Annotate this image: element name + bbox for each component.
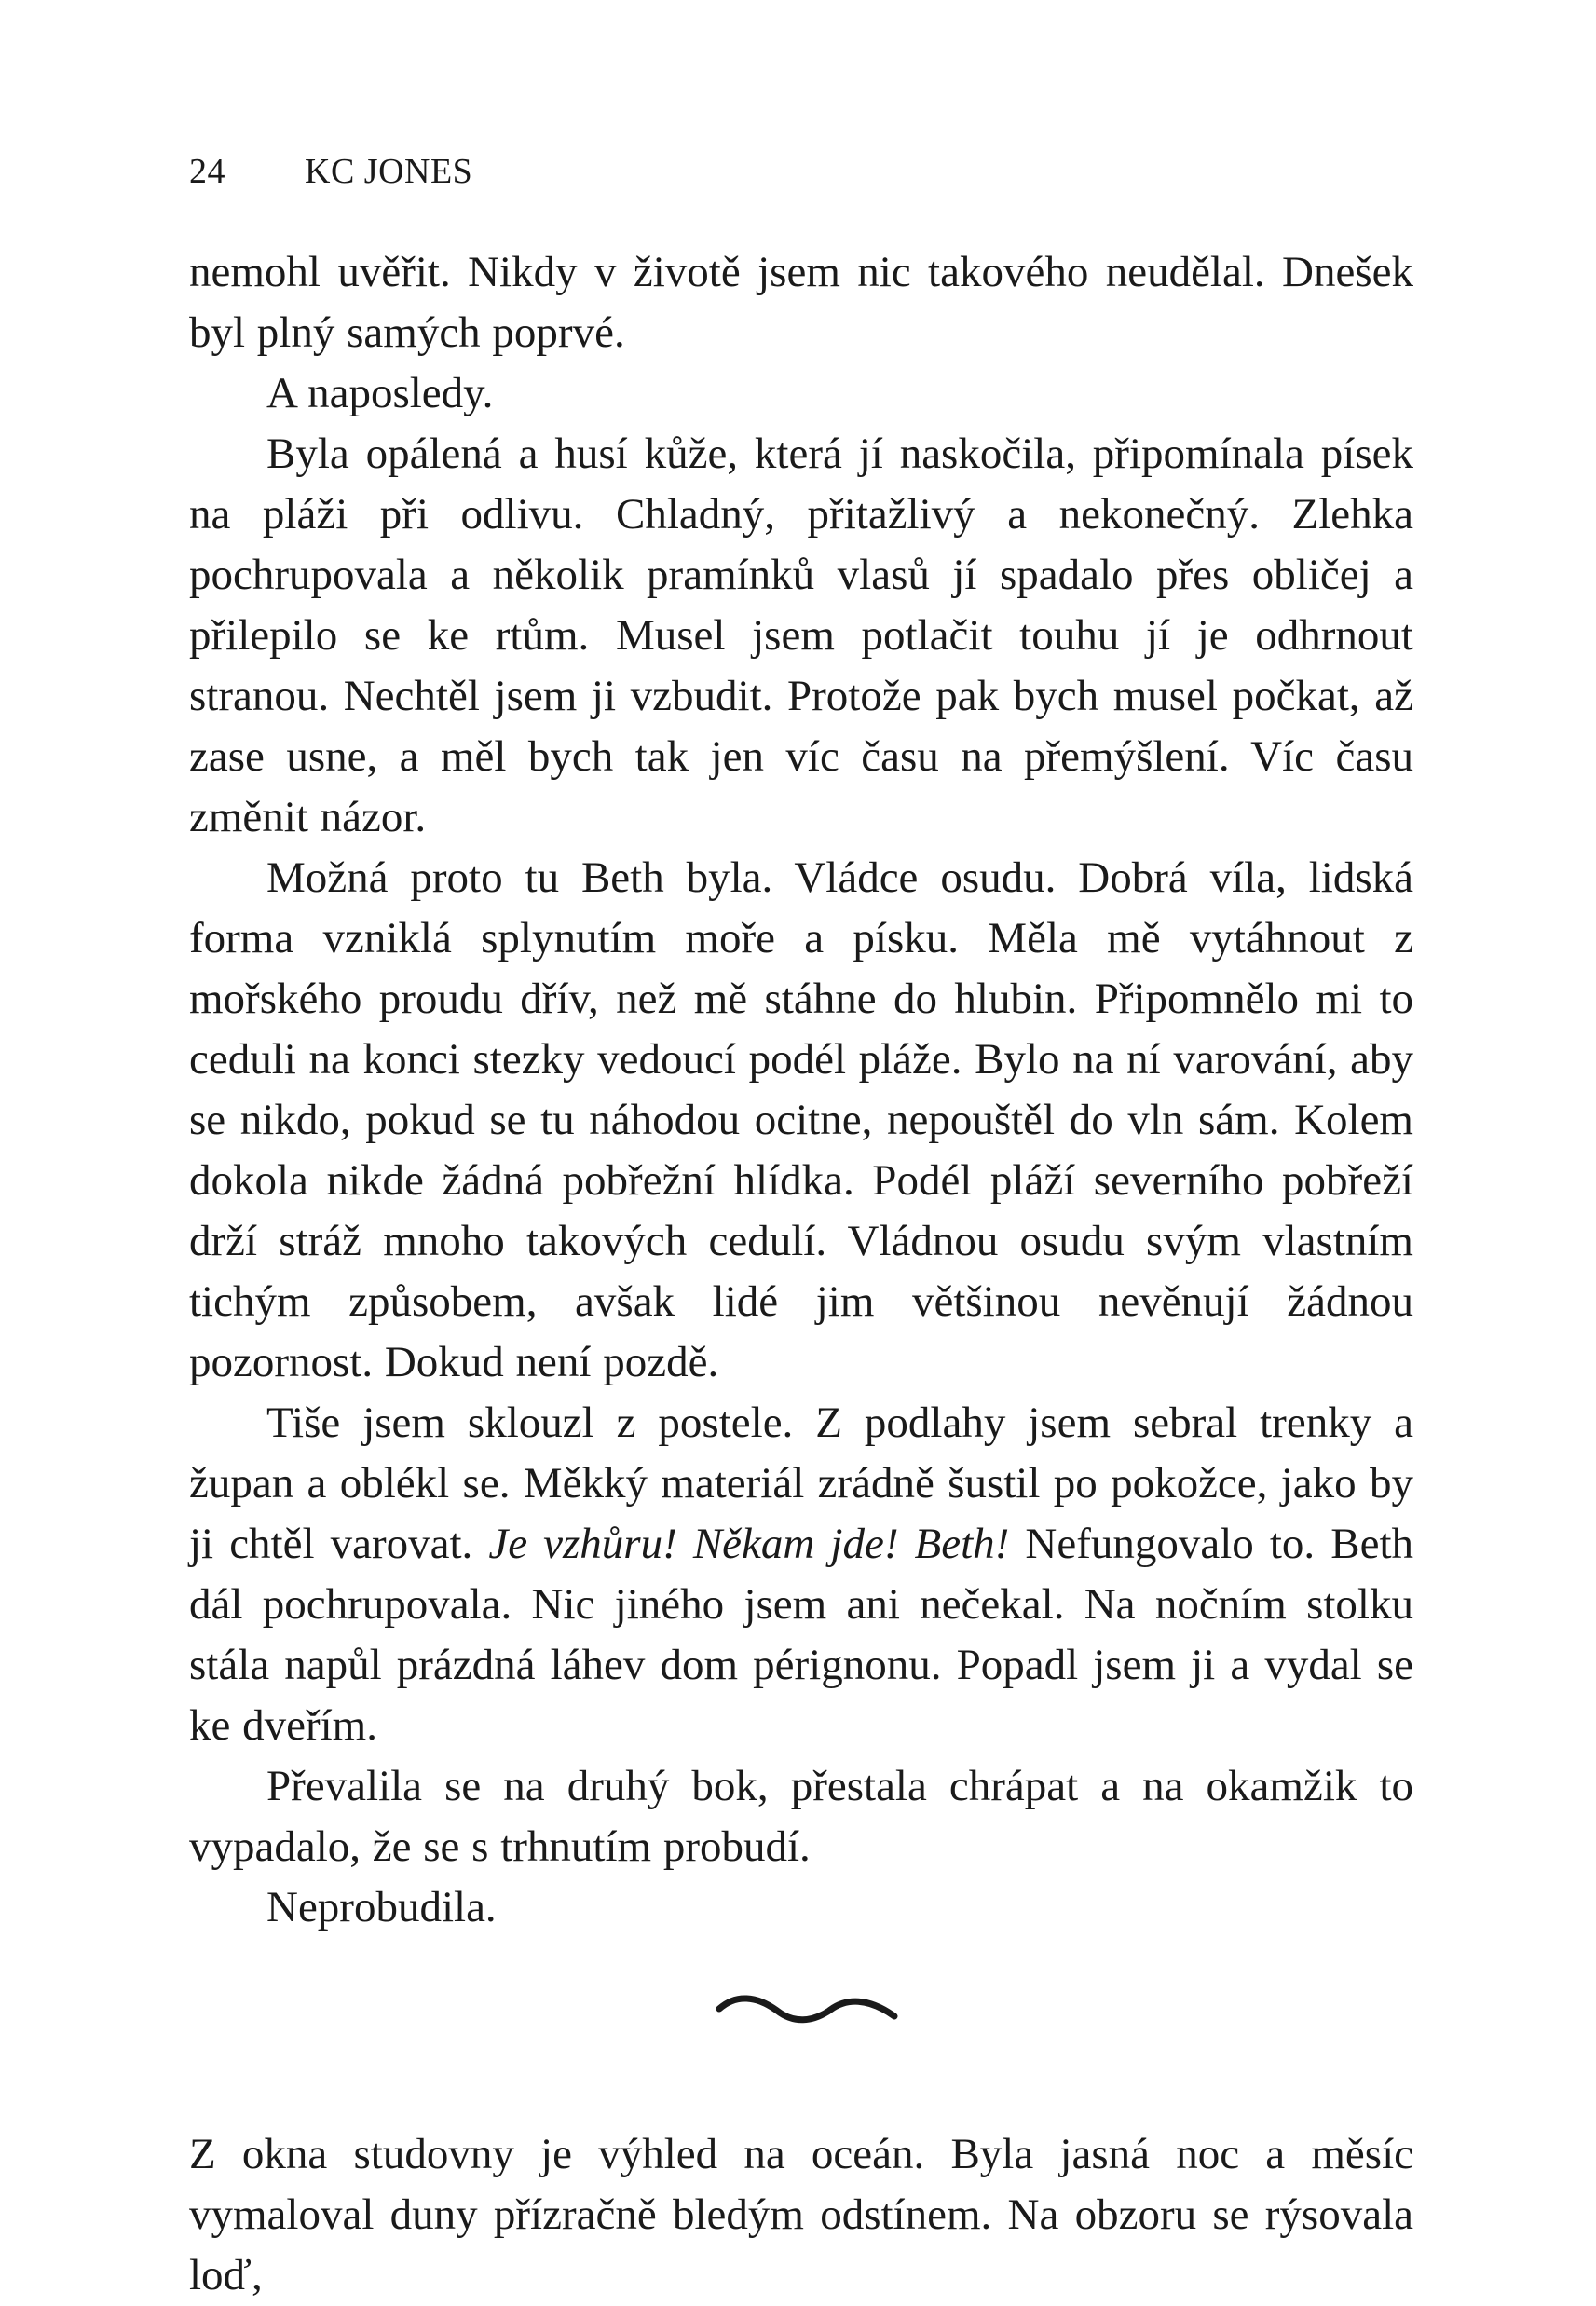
wave-ornament-icon: [716, 1990, 898, 2031]
paragraph-5: [189, 1393, 1413, 1756]
paragraph-2: A naposledy.: [266, 369, 494, 417]
paragraph-3: Byla opálená a husí kůže, která jí naskočila, připomínala písek na pláži při odlivu. Chladný, přitažlivý a nekonečný. Zlehka pochrupovala a několik pramínků vlasů jí spadalo přes obličej a přilepilo se ke rtům. Musel jsem potlačit touhu jí je odhrnout stranou. Nechtěl jsem ji vzbudit. Protože pak bych musel počkat, až zase usne, a měl bych tak jen víc času na přemýšlení. Víc času změnit názor.: [189, 430, 1413, 841]
paragraph-4: Možná proto tu Beth byla. Vládce osudu. Dobrá víla, lidská forma vzniklá splynutím moře a písku. Měla mě vytáhnout z mořského proudu dřív, než mě stáhne do hlubin. Připomnělo mi to ceduli na konci stezky vedoucí podél pláže. Bylo na ní varování, aby se nikdo, pokud se tu náhodou ocitne, nepouštěl do vln sám. Kolem dokola nikde žádná pobřežní hlídka. Podél pláží severního pobřeží drží stráž mnoho takových cedulí. Vládnou osudu svým vlastním tichým způsobem, avšak lidé jim většinou nevěnují žádnou pozornost. Dokud není pozdě.: [189, 853, 1413, 1386]
paragraph-1: nemohl uvěřit. Nikdy v životě jsem nic takového neudělal. Dnešek byl plný samých poprvé.: [189, 248, 1413, 357]
paragraph-5-end: Nefungovalo to. Beth dál pochrupovala. Nic jiného jsem ani nečekal. Na nočním stolku stála napůl prázdná láhev dom pérignonu. Popadl jsem ji a vydal se ke dveřím.: [189, 1520, 1413, 1750]
paragraph-8: Z okna studovny je výhled na oceán. Byla jasná noc a měsíc vymaloval duny přízračně bledým odstínem. Na obzoru se rýsovala loď,: [189, 2130, 1413, 2299]
author-name: KC JONES: [305, 152, 473, 191]
paragraph-5-start: Tiše jsem sklouzl z postele. Z podlahy jsem sebral trenky a župan a oblékl se. Měkký materiál zrádně šustil po pokožce, jako by ji chtěl varovat.: [189, 1399, 1413, 1568]
paragraph-7: Neprobudila.: [266, 1883, 497, 1931]
paragraph-6: Převalila se na druhý bok, přestala chrápat a na okamžik to vypadalo, že se s trhnutím probudí.: [189, 1762, 1413, 1871]
running-header: [189, 149, 472, 194]
paragraph-5-italic: Je vzhůru! Někam jde! Beth!: [488, 1520, 1010, 1568]
page-number: 24: [189, 152, 225, 191]
body-text: [189, 242, 1413, 2306]
